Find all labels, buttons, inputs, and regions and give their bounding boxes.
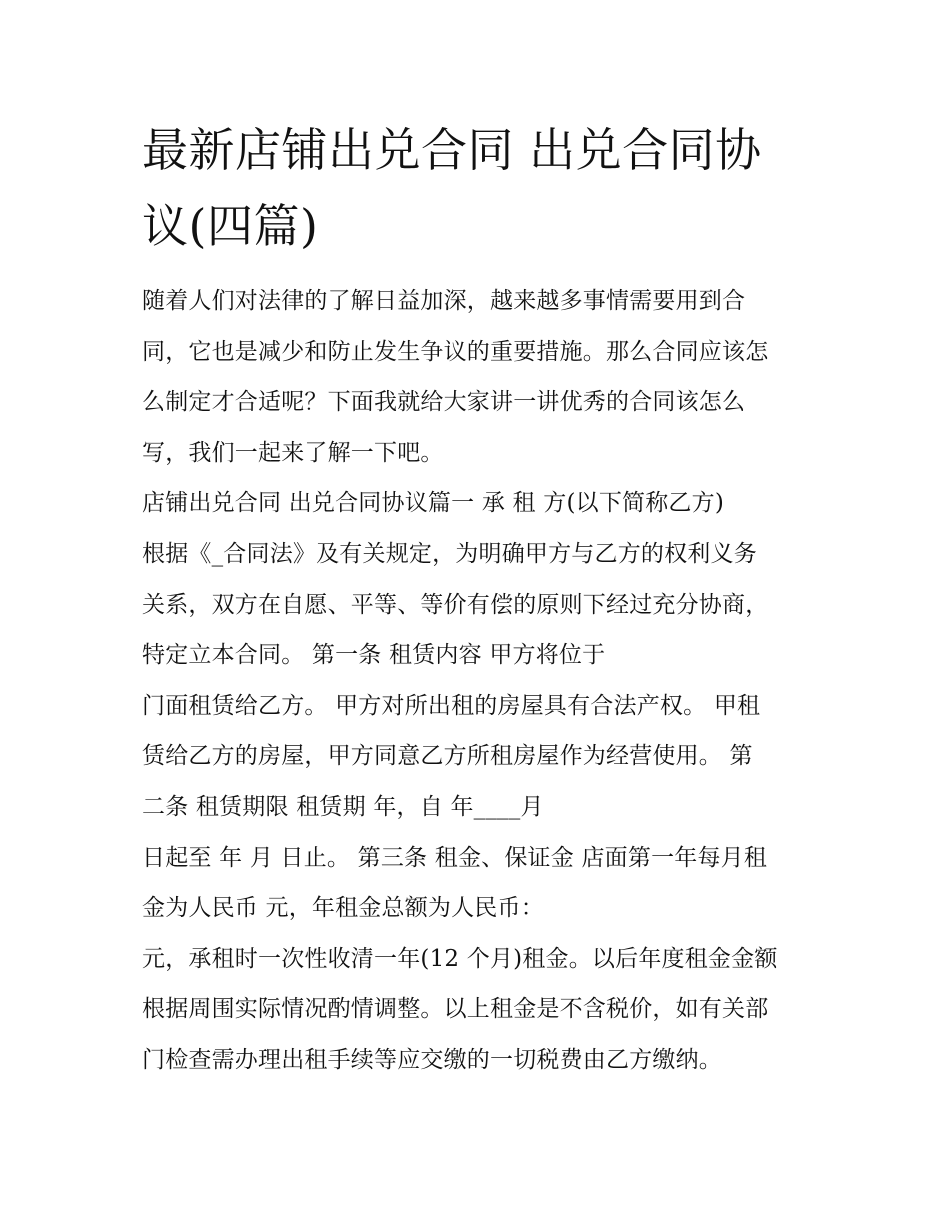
body-line: 二条 租赁期限 租赁期 年，自 年____月: [142, 793, 544, 820]
title-line: 最新店铺出兑合同 出兑合同协: [142, 123, 762, 177]
body-line: 关系，双方在自愿、平等、等价有偿的原则下经过充分协商，: [142, 591, 769, 618]
body-line: 门检查需办理出租手续等应交缴的一切税费由乙方缴纳。: [142, 1046, 722, 1073]
body-line: 同，它也是减少和防止发生争议的重要措施。那么合同应该怎: [142, 338, 769, 365]
page-title: [142, 112, 832, 264]
body-line: 么制定才合适呢？下面我就给大家讲一讲优秀的合同该怎么: [142, 389, 746, 416]
body-line: 写，我们一起来了解一下吧。: [142, 439, 444, 466]
body-line: 随着人们对法律的了解日益加深，越来越多事情需要用到合: [142, 288, 746, 314]
body-line: 特定立本合同。 第一条 租赁内容 甲方将位于: [142, 642, 606, 669]
body-line: 日起至 年 月 日止。 第三条 租金、保证金 店面第一年每月租: [142, 844, 768, 871]
body-line: 门面租赁给乙方。 甲方对所出租的房屋具有合法产权。 甲租: [142, 692, 761, 719]
body-line: 根据周围实际情况酌情调整。以上租金是不含税价，如有关部: [142, 996, 769, 1023]
title-line: 议(四篇): [142, 199, 319, 253]
body-line: 店铺出兑合同 出兑合同协议篇一 承 租 方(以下简称乙方): [142, 490, 724, 517]
body-line: 元，承租时一次性收清一年(12 个月)租金。以后年度租金金额: [142, 945, 778, 972]
body-line: 赁给乙方的房屋，甲方同意乙方所租房屋作为经营使用。 第: [142, 743, 753, 770]
body-line: 根据《_合同法》及有关规定，为明确甲方与乙方的权利义务: [142, 540, 757, 567]
document-body: [142, 276, 832, 1086]
body-line: 金为人民币 元，年租金总额为人民币：: [142, 895, 544, 922]
